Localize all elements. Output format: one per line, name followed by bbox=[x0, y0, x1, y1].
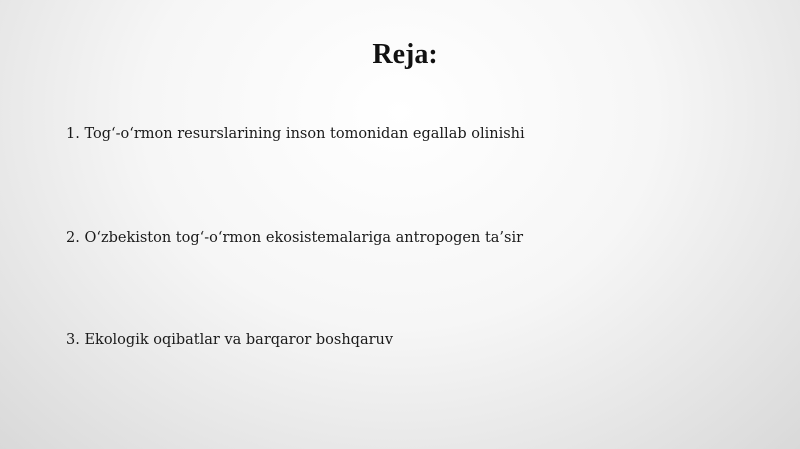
plan-item-2: 2. O‘zbekiston tog‘-o‘rmon ekosistemalariga antropogen ta’sir bbox=[66, 230, 524, 246]
plan-item-1: 1. Tog‘-o‘rmon resurslarining inson tomonidan egallab olinishi bbox=[66, 126, 525, 142]
plan-item-3: 3. Ekologik oqibatlar va barqaror boshqaruv bbox=[66, 332, 394, 348]
slide-title bbox=[0, 37, 800, 73]
slide-title-text: Reja: bbox=[372, 38, 438, 70]
